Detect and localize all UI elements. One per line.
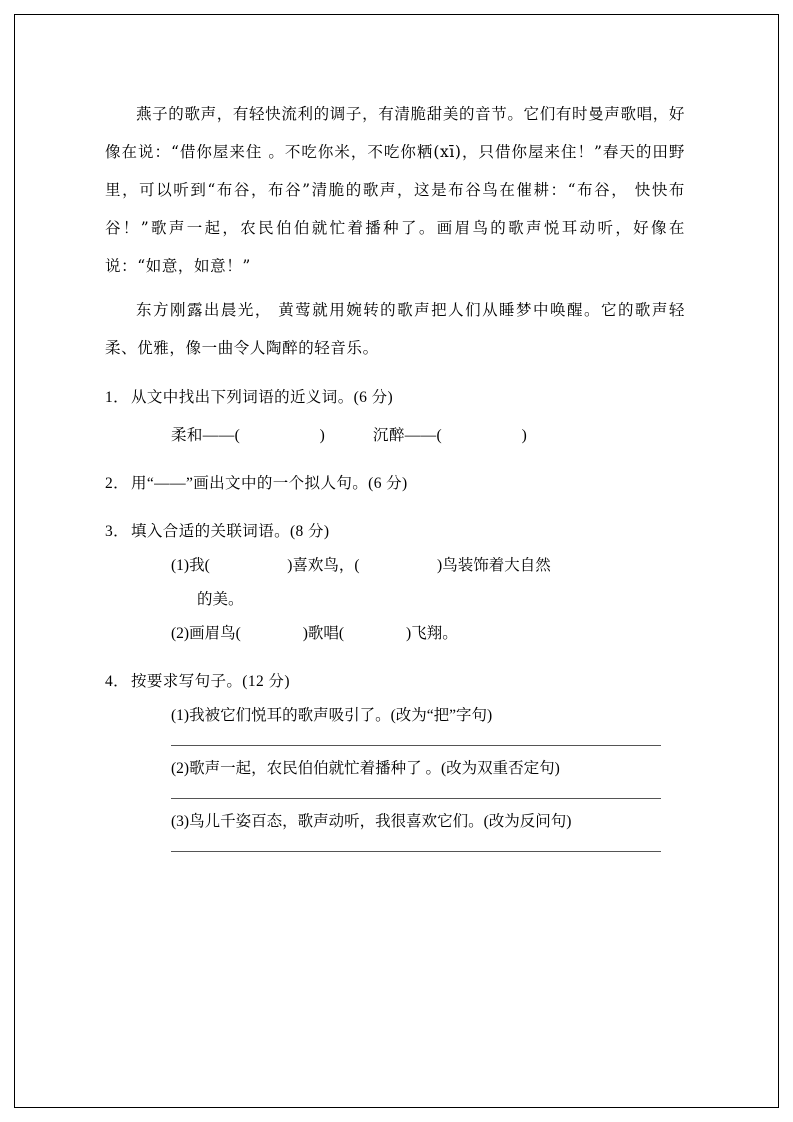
question-3-item-1-continued: 的美。: [197, 591, 244, 608]
question-3-number: 3．: [105, 523, 130, 540]
question-1-text: 从文中找出下列词语的近义词。(6 分): [131, 389, 394, 406]
question-3-text: 填入合适的关联词语。(8 分): [131, 523, 330, 540]
question-3-item-2[interactable]: (2)画眉鸟( )歌唱( )飞翔。: [171, 625, 458, 642]
answer-line-2[interactable]: [171, 798, 661, 799]
question-2-number: 2．: [105, 475, 130, 492]
question-4-item-3: (3)鸟儿千姿百态，歌声动听，我很喜欢它们。(改为反问句): [171, 813, 572, 830]
question-1-blanks[interactable]: 柔和——( ) 沉醉——( ): [171, 427, 528, 444]
question-2-text: 用“——”画出文中的一个拟人句。(6 分): [131, 475, 408, 492]
passage-paragraph-1: 燕子的歌声，有轻快流利的调子，有清脆甜美的音节。它们有时曼声歌唱，好像在说：“借你屋来住 。不吃你米，不吃你粞(xī)，只借你屋来住！”春天的田野里，可以听到“布谷，布谷”清脆的歌声，这是布谷鸟在催耕：“布谷， 快快布谷！”歌声一起，农民伯伯就忙着播种了。画眉鸟的歌声悦耳动听，好像在说：“如意，如意！”: [105, 105, 685, 275]
question-3-item-1[interactable]: (1)我( )喜欢鸟，( )鸟装饰着大自然: [171, 557, 551, 574]
question-4-number: 4．: [105, 673, 130, 690]
question-1: [105, 381, 685, 415]
page-content: [105, 95, 685, 858]
passage-paragraph-2: 东方刚露出晨光， 黄莺就用婉转的歌声把人们从睡梦中唤醒。它的歌声轻柔、优雅，像一曲令人陶醉的轻音乐。: [105, 301, 685, 357]
question-4-item-1: (1)我被它们悦耳的歌声吸引了。(改为“把”字句): [171, 707, 493, 724]
answer-line-3[interactable]: [171, 851, 661, 852]
question-4: [105, 665, 685, 699]
question-4-item-2: (2)歌声一起，农民伯伯就忙着播种了 。(改为双重否定句): [171, 760, 560, 777]
question-3: [105, 515, 685, 549]
question-2: [105, 467, 685, 501]
answer-line-1[interactable]: [171, 745, 661, 746]
question-4-text: 按要求写句子。(12 分): [131, 673, 290, 690]
question-1-number: 1．: [105, 389, 130, 406]
